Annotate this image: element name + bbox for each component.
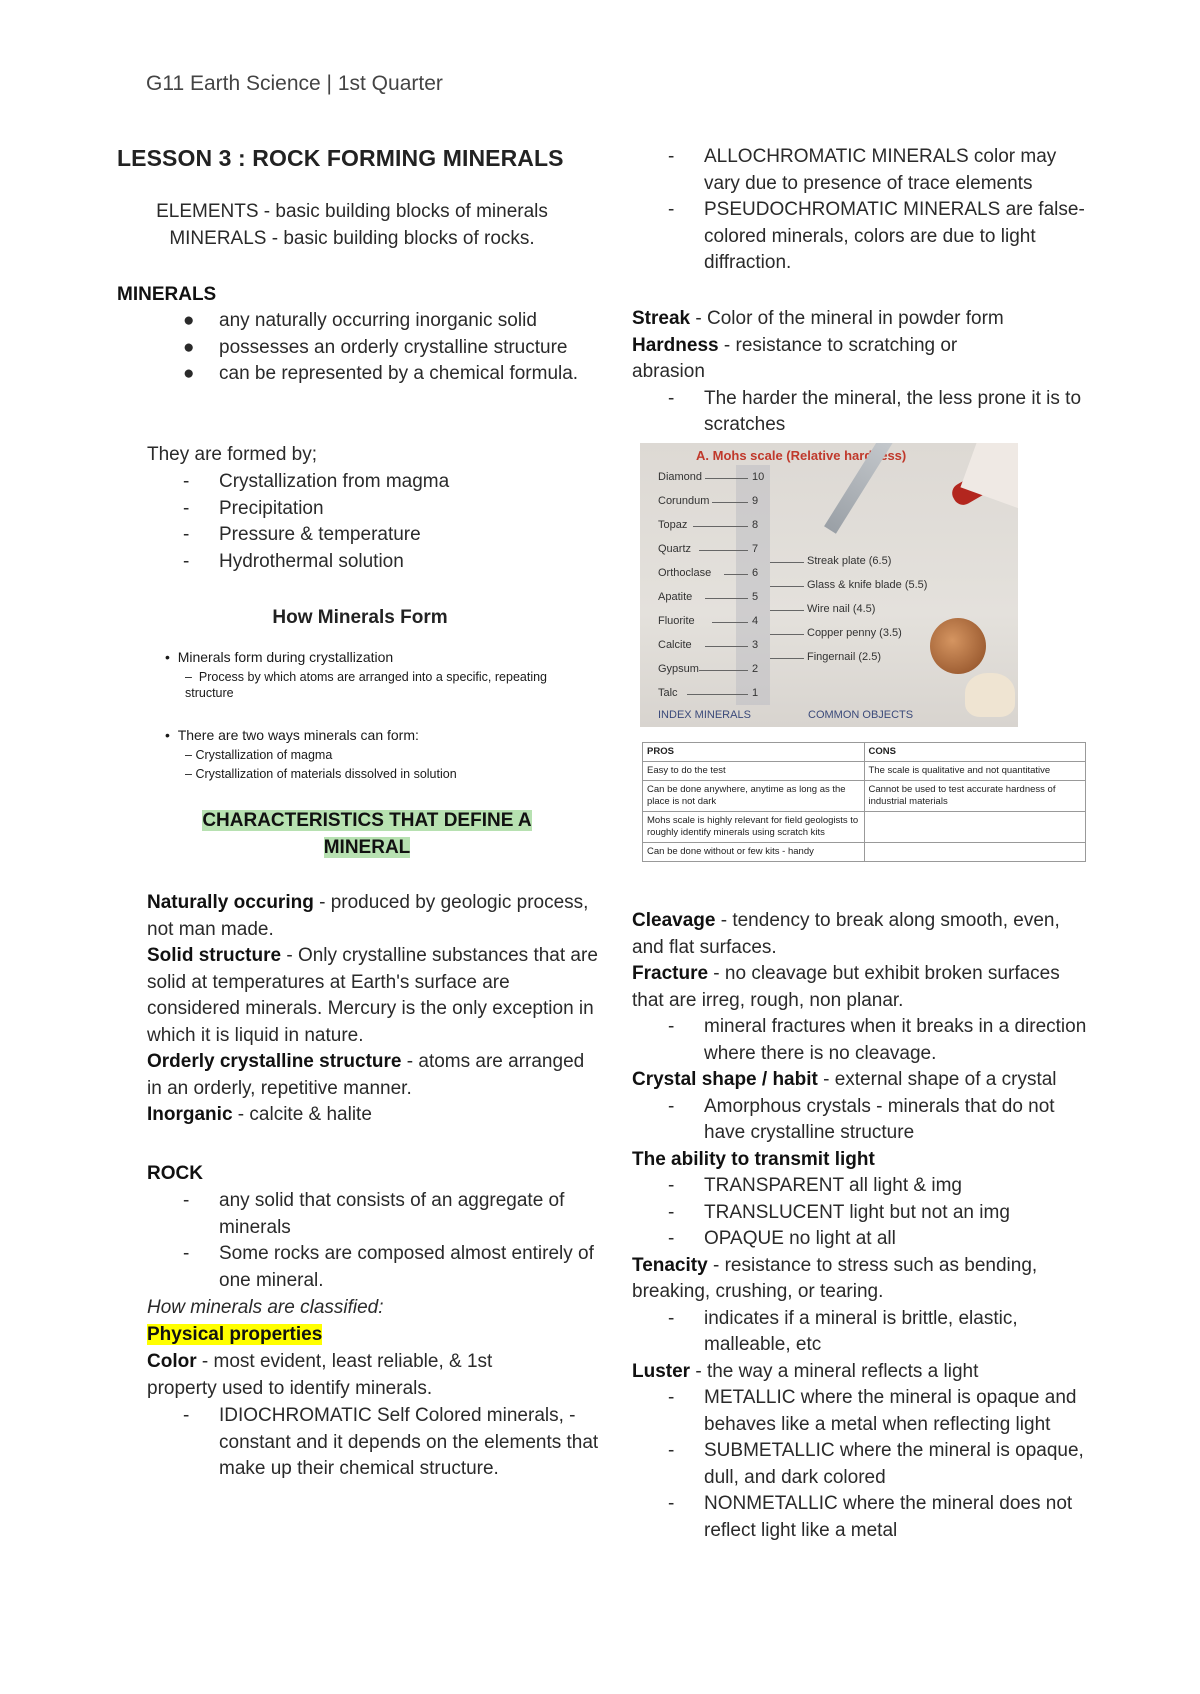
mohs-leader-line xyxy=(687,694,748,695)
mohs-object-line xyxy=(770,634,804,635)
cleavage-property: Cleavage - tendency to break along smooth, even, and flat surfaces. xyxy=(632,910,1060,958)
table-cell: Can be done without or few kits - handy xyxy=(643,843,865,862)
dash-icon: - xyxy=(668,1016,675,1037)
streak-property: Streak - Color of the mineral in powder form xyxy=(632,308,1004,329)
how-minerals-form-image xyxy=(150,607,570,787)
table-row xyxy=(643,781,1086,812)
bullet-icon: ● xyxy=(183,363,195,384)
list-item: - SUBMETALLIC where the mineral is opaque, dull, and dark colored xyxy=(668,1440,1084,1488)
mohs-object-line xyxy=(770,658,804,659)
dash-icon: - xyxy=(183,1405,190,1426)
table-row xyxy=(643,843,1086,862)
crystal-property: Crystal shape / habit - external shape of a crystal xyxy=(632,1069,1057,1090)
list-item: - NONMETALLIC where the mineral does not reflect light like a metal xyxy=(668,1493,1073,1541)
right-properties xyxy=(632,908,1092,1544)
list-item: - any solid that consists of an aggregate of minerals xyxy=(183,1190,565,1238)
slide-sub-2a: – Crystallization of magma xyxy=(185,748,333,762)
table-cell: Can be done anywhere, anytime as long as the place is not dark xyxy=(643,781,865,812)
document-header: G11 Earth Science | 1st Quarter xyxy=(146,72,443,95)
table-cell: Mohs scale is highly relevant for field geologists to roughly identify minerals using scratch kits xyxy=(643,812,865,843)
luster-property: Luster - the way a mineral reflects a light xyxy=(632,1360,979,1382)
dash-icon: - xyxy=(668,1493,675,1514)
slide-sub-1: – Process by which atoms are arranged into a specific, repeating structure xyxy=(185,670,548,700)
minerals-heading: MINERALS xyxy=(117,284,217,305)
mohs-leader-line xyxy=(712,502,748,503)
chromatic-list xyxy=(632,144,1087,277)
list-item: ● any naturally occurring inorganic solid xyxy=(147,308,597,335)
mohs-scale-image xyxy=(640,443,1018,727)
mohs-value-label: 2 xyxy=(752,663,759,675)
mohs-mineral-label: Topaz xyxy=(658,519,688,531)
characteristic-item: Naturally occuring - produced by geologic process, not man made. xyxy=(147,892,589,940)
dash-icon: - xyxy=(183,550,190,572)
mohs-object-label: Wire nail (4.5) xyxy=(807,603,876,615)
characteristics-heading: CHARACTERISTICS THAT DEFINE A MINERAL xyxy=(202,810,532,858)
dash-icon: - xyxy=(183,1190,190,1211)
mohs-mineral-label: Gypsum xyxy=(658,663,699,675)
mohs-leader-line xyxy=(724,574,748,575)
mohs-mineral-label: Apatite xyxy=(658,591,693,603)
mohs-object-label: Streak plate (6.5) xyxy=(807,555,892,567)
mohs-leader-line xyxy=(705,598,748,599)
mohs-foot-left: INDEX MINERALS xyxy=(658,709,751,721)
mohs-value-label: 8 xyxy=(752,519,759,531)
list-item: - IDIOCHROMATIC Self Colored minerals, -constant and it depends on the elements that make up their chemical structure. xyxy=(183,1405,599,1479)
dash-icon: - xyxy=(668,1228,675,1249)
mohs-value-label: 1 xyxy=(752,687,759,699)
idiochromatic-list xyxy=(147,1403,602,1483)
list-item: - Crystallization from magma xyxy=(147,469,597,496)
mohs-object-line xyxy=(770,586,804,587)
list-item: - indicates if a mineral is brittle, elastic, malleable, etc xyxy=(668,1307,1018,1355)
mohs-object-line xyxy=(770,610,804,611)
list-item: - ALLOCHROMATIC MINERALS color may vary due to presence of trace elements xyxy=(668,146,1057,194)
pros-header: PROS xyxy=(643,743,865,762)
dash-icon: - xyxy=(668,387,675,409)
mohs-value-label: 9 xyxy=(752,495,759,507)
mohs-object-label: Fingernail (2.5) xyxy=(807,651,881,663)
dash-icon: - xyxy=(183,524,190,545)
mohs-value-label: 10 xyxy=(752,471,765,483)
list-item: - Amorphous crystals - minerals that do not have crystalline structure xyxy=(668,1095,1055,1143)
table-cell xyxy=(864,812,1086,843)
mohs-mineral-label: Orthoclase xyxy=(658,567,712,579)
pros-cons-table xyxy=(642,742,1086,862)
cons-header: CONS xyxy=(864,743,1086,762)
intro-elements: ELEMENTS - basic building blocks of minerals xyxy=(156,201,548,222)
dash-icon: - xyxy=(668,1307,675,1329)
list-item: - Precipitation xyxy=(147,496,597,523)
dash-icon: - xyxy=(183,471,190,492)
mohs-leader-line xyxy=(712,622,748,623)
table-cell xyxy=(864,843,1086,862)
copper-penny-icon xyxy=(930,618,986,674)
table-cell: Cannot be used to test accurate hardness of industrial materials xyxy=(864,781,1086,812)
streak-hardness xyxy=(632,306,1087,439)
fingernail-icon xyxy=(965,673,1015,717)
classified-label: How minerals are classified: xyxy=(147,1297,384,1318)
mohs-title: A. Mohs scale (Relative hardness) xyxy=(696,448,907,463)
slide-bullet-1: • Minerals form during crystallization xyxy=(165,649,394,665)
slide-title: How Minerals Form xyxy=(272,607,448,628)
dash-icon: - xyxy=(668,1201,675,1223)
characteristics-list xyxy=(147,890,602,1129)
dash-icon: - xyxy=(668,199,675,220)
mohs-value-label: 3 xyxy=(752,639,759,651)
list-item: - mineral fractures when it breaks in a direction where there is no cleavage. xyxy=(668,1016,1087,1064)
color-property: Color - most evident, least reliable, & 1st property used to identify minerals. xyxy=(147,1351,493,1399)
mohs-leader-line xyxy=(693,526,748,527)
rock-heading: ROCK xyxy=(147,1163,203,1184)
mohs-mineral-label: Corundum xyxy=(658,495,710,507)
list-item: - TRANSPARENT all light & img xyxy=(632,1173,1092,1200)
lesson-title: LESSON 3 : ROCK FORMING MINERALS xyxy=(117,145,564,171)
mohs-object-line xyxy=(770,562,804,563)
minerals-bullets xyxy=(147,308,597,388)
dash-icon: - xyxy=(183,1243,190,1264)
table-cell: The scale is qualitative and not quantitative xyxy=(864,762,1086,781)
list-item: - METALLIC where the mineral is opaque and behaves like a metal when reflecting light xyxy=(668,1387,1077,1435)
list-item: ● can be represented by a chemical formula. xyxy=(147,361,597,388)
list-item: - PSEUDOCHROMATIC MINERALS are false-colored minerals, colors are due to light diffraction. xyxy=(668,199,1085,273)
mohs-value-label: 6 xyxy=(752,567,759,579)
streak-plate-icon xyxy=(960,443,1018,515)
list-item: - OPAQUE no light at all xyxy=(632,1226,1092,1253)
physical-properties-heading: Physical properties xyxy=(147,1324,323,1345)
dash-icon: - xyxy=(668,1440,675,1461)
dash-icon: - xyxy=(668,1387,675,1408)
hardness-property: Hardness - resistance to scratching or abrasion xyxy=(632,334,958,382)
mohs-leader-line xyxy=(705,646,748,647)
mohs-leader-line xyxy=(699,670,748,671)
characteristic-item: Orderly crystalline structure - atoms are arranged in an orderly, repetitive manner. xyxy=(147,1051,585,1099)
tenacity-property: Tenacity - resistance to stress such as bending, breaking, crushing, or tearing. xyxy=(632,1254,1038,1302)
list-item: - Some rocks are composed almost entirely of one mineral. xyxy=(183,1243,594,1291)
characteristic-item: Inorganic - calcite & halite xyxy=(147,1104,372,1125)
slide-bullet-2: • There are two ways minerals can form: xyxy=(165,727,419,743)
dash-icon: - xyxy=(183,497,190,519)
dash-icon: - xyxy=(668,146,675,167)
table-row xyxy=(643,762,1086,781)
mohs-value-label: 5 xyxy=(752,591,759,603)
table-cell: Easy to do the test xyxy=(643,762,865,781)
mohs-mineral-label: Calcite xyxy=(658,639,692,651)
formed-by-list xyxy=(147,469,597,575)
list-item: - The harder the mineral, the less prone it is to scratches xyxy=(668,387,1082,435)
mohs-object-label: Glass & knife blade (5.5) xyxy=(807,579,928,591)
list-item: - Hydrothermal solution xyxy=(147,549,597,576)
formed-by-label: They are formed by; xyxy=(147,444,318,465)
mohs-mineral-label: Quartz xyxy=(658,543,692,555)
characteristic-item: Solid structure - Only crystalline substances that are solid at temperatures at Earth's surface are considered minerals. Mercury is the only exception in which it is liquid in nature. xyxy=(147,945,598,1046)
mohs-value-label: 4 xyxy=(752,615,759,627)
table-row xyxy=(643,812,1086,843)
table-header-row xyxy=(643,743,1086,762)
dash-icon: - xyxy=(668,1095,675,1117)
mohs-object-label: Copper penny (3.5) xyxy=(807,627,902,639)
light-heading: The ability to transmit light xyxy=(632,1148,875,1170)
mohs-mineral-label: Talc xyxy=(658,687,678,699)
list-item: ● possesses an orderly crystalline structure xyxy=(147,335,597,362)
mohs-leader-line xyxy=(705,478,748,479)
mohs-mineral-label: Fluorite xyxy=(658,615,695,627)
slide-sub-2b: – Crystallization of materials dissolved in solution xyxy=(185,767,457,781)
mohs-leader-line xyxy=(699,550,748,551)
intro-minerals: MINERALS - basic building blocks of rocks. xyxy=(169,227,535,249)
dash-icon: - xyxy=(668,1175,675,1196)
bullet-icon: ● xyxy=(183,310,195,331)
fracture-property: Fracture - no cleavage but exhibit broken surfaces that are irreg, rough, non planar. xyxy=(632,963,1060,1011)
mohs-mineral-label: Diamond xyxy=(658,471,703,483)
list-item: - TRANSLUCENT light but not an img xyxy=(632,1200,1092,1227)
intro-block xyxy=(117,199,587,252)
mohs-foot-right: COMMON OBJECTS xyxy=(808,709,914,721)
rock-list xyxy=(147,1188,607,1294)
bullet-icon: ● xyxy=(183,336,195,358)
mohs-value-label: 7 xyxy=(752,543,759,555)
list-item: - Pressure & temperature xyxy=(147,522,597,549)
